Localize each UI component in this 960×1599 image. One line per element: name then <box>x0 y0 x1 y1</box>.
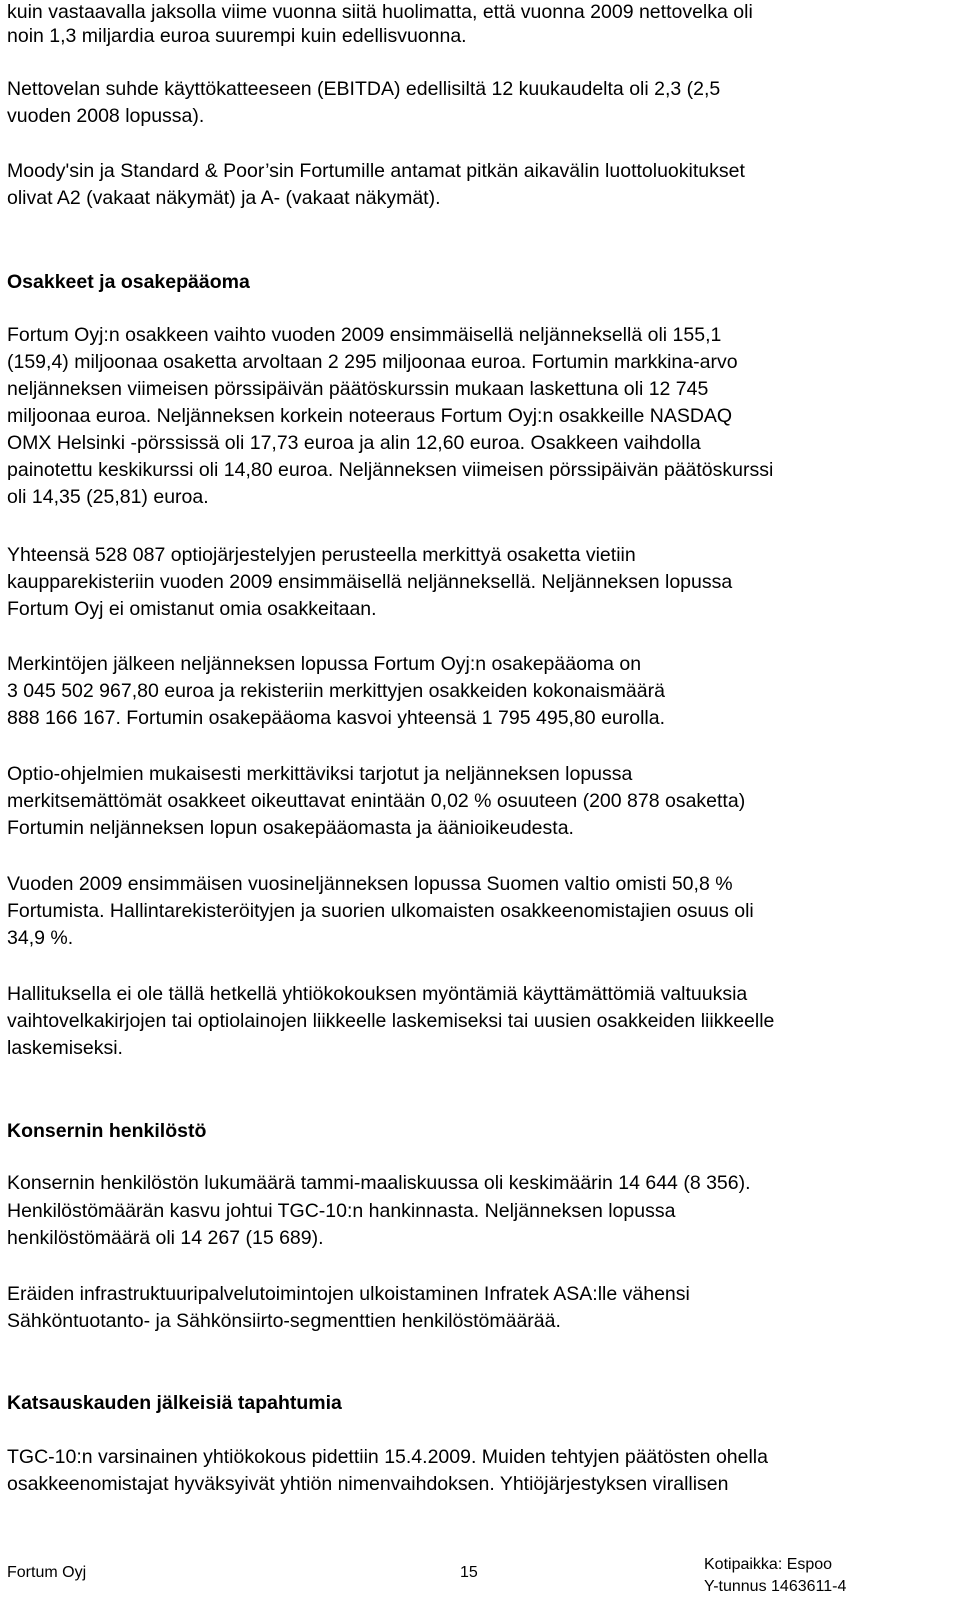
text-line: osakkeenomistajat hyväksyivät yhtiön nimenvaihdoksen. Yhtiöjärjestyksen virallisen <box>7 1473 729 1495</box>
section-heading-shares: Osakkeet ja osakepääoma <box>7 271 250 293</box>
section-heading-staff: Konsernin henkilöstö <box>7 1120 207 1142</box>
text-line: Fortum Oyj ei omistanut omia osakkeitaan. <box>7 598 377 620</box>
text-line: vaihtovelkakirjojen tai optiolainojen liikkeelle laskemiseksi tai uusien osakkeiden liikkeelle <box>7 1010 775 1032</box>
footer-company: Fortum Oyj <box>7 1564 87 1581</box>
text-line: merkitsemättömät osakkeet oikeuttavat enintään 0,02 % osuuteen (200 878 osaketta) <box>7 790 746 812</box>
text-line: neljänneksen viimeisen pörssipäivän päätöskurssin mukaan laskettuna oli 12 745 <box>7 378 709 400</box>
text-line: laskemiseksi. <box>7 1037 123 1059</box>
text-line: Henkilöstömäärän kasvu johtui TGC-10:n hankinnasta. Neljänneksen lopussa <box>7 1200 676 1222</box>
text-line: Fortumin neljänneksen lopun osakepääomasta ja äänioikeudesta. <box>7 817 574 839</box>
text-line: 34,9 %. <box>7 927 74 949</box>
text-line: vuoden 2008 lopussa). <box>7 105 205 127</box>
text-line: olivat A2 (vakaat näkymät) ja A- (vakaat näkymät). <box>7 187 441 209</box>
text-line: Moody'sin ja Standard & Poor’sin Fortumille antamat pitkän aikavälin luottoluokitukset <box>7 160 745 182</box>
text-line: noin 1,3 miljardia euroa suurempi kuin edellisvuonna. <box>7 25 467 47</box>
text-line: Yhteensä 528 087 optiojärjestelyjen perusteella merkittyä osaketta vietiin <box>7 544 636 566</box>
text-line: kuin vastaavalla jaksolla viime vuonna siitä huolimatta, että vuonna 2009 nettovelka oli <box>7 1 753 23</box>
text-line: painotettu keskikurssi oli 14,80 euroa. Neljänneksen viimeisen pörssipäivän päätöskurssi <box>7 459 774 481</box>
text-line: TGC-10:n varsinainen yhtiökokous pidettiin 15.4.2009. Muiden tehtyjen päätösten ohella <box>7 1446 768 1468</box>
text-line: Eräiden infrastruktuuripalvelutoimintojen ulkoistaminen Infratek ASA:lle vähensi <box>7 1283 690 1305</box>
text-line: Merkintöjen jälkeen neljänneksen lopussa Fortum Oyj:n osakepääoma on <box>7 653 642 675</box>
text-line: miljoonaa euroa. Neljänneksen korkein noteeraus Fortum Oyj:n osakkeille NASDAQ <box>7 405 733 427</box>
section-heading-events: Katsauskauden jälkeisiä tapahtumia <box>7 1392 342 1414</box>
text-line: Nettovelan suhde käyttökatteeseen (EBITDA) edellisiltä 12 kuukaudelta oli 2,3 (2,5 <box>7 78 721 100</box>
text-line: OMX Helsinki -pörssissä oli 17,73 euroa ja alin 12,60 euroa. Osakkeen vaihdolla <box>7 432 701 454</box>
footer-domicile: Kotipaikka: Espoo <box>704 1556 833 1573</box>
footer-page-number: 15 <box>460 1564 478 1581</box>
text-line: 888 166 167. Fortumin osakepääoma kasvoi yhteensä 1 795 495,80 eurolla. <box>7 707 666 729</box>
text-line: henkilöstömäärä oli 14 267 (15 689). <box>7 1227 324 1249</box>
text-line: Hallituksella ei ole tällä hetkellä yhtiökokouksen myöntämiä käyttämättömiä valtuuksia <box>7 983 748 1005</box>
text-line: 3 045 502 967,80 euroa ja rekisteriin merkittyjen osakkeiden kokonaismäärä <box>7 680 665 702</box>
text-line: Vuoden 2009 ensimmäisen vuosineljänneksen lopussa Suomen valtio omisti 50,8 % <box>7 873 733 895</box>
text-line: (159,4) miljoonaa osaketta arvoltaan 2 295 miljoonaa euroa. Fortumin markkina-arvo <box>7 351 738 373</box>
text-line: Fortum Oyj:n osakkeen vaihto vuoden 2009 ensimmäisellä neljänneksellä oli 155,1 <box>7 324 722 346</box>
text-line: Optio-ohjelmien mukaisesti merkittäviksi tarjotut ja neljänneksen lopussa <box>7 763 633 785</box>
text-line: oli 14,35 (25,81) euroa. <box>7 486 209 508</box>
text-line: Sähköntuotanto- ja Sähkönsiirto-segmenttien henkilöstömäärää. <box>7 1310 561 1332</box>
text-line: kaupparekisteriin vuoden 2009 ensimmäisellä neljänneksellä. Neljänneksen lopussa <box>7 571 733 593</box>
footer-business-id: Y-tunnus 1463611-4 <box>704 1578 847 1595</box>
text-line: Konsernin henkilöstön lukumäärä tammi-maaliskuussa oli keskimäärin 14 644 (8 356). <box>7 1172 751 1194</box>
text-line: Fortumista. Hallintarekisteröityjen ja suorien ulkomaisten osakkeenomistajien osuus oli <box>7 900 754 922</box>
